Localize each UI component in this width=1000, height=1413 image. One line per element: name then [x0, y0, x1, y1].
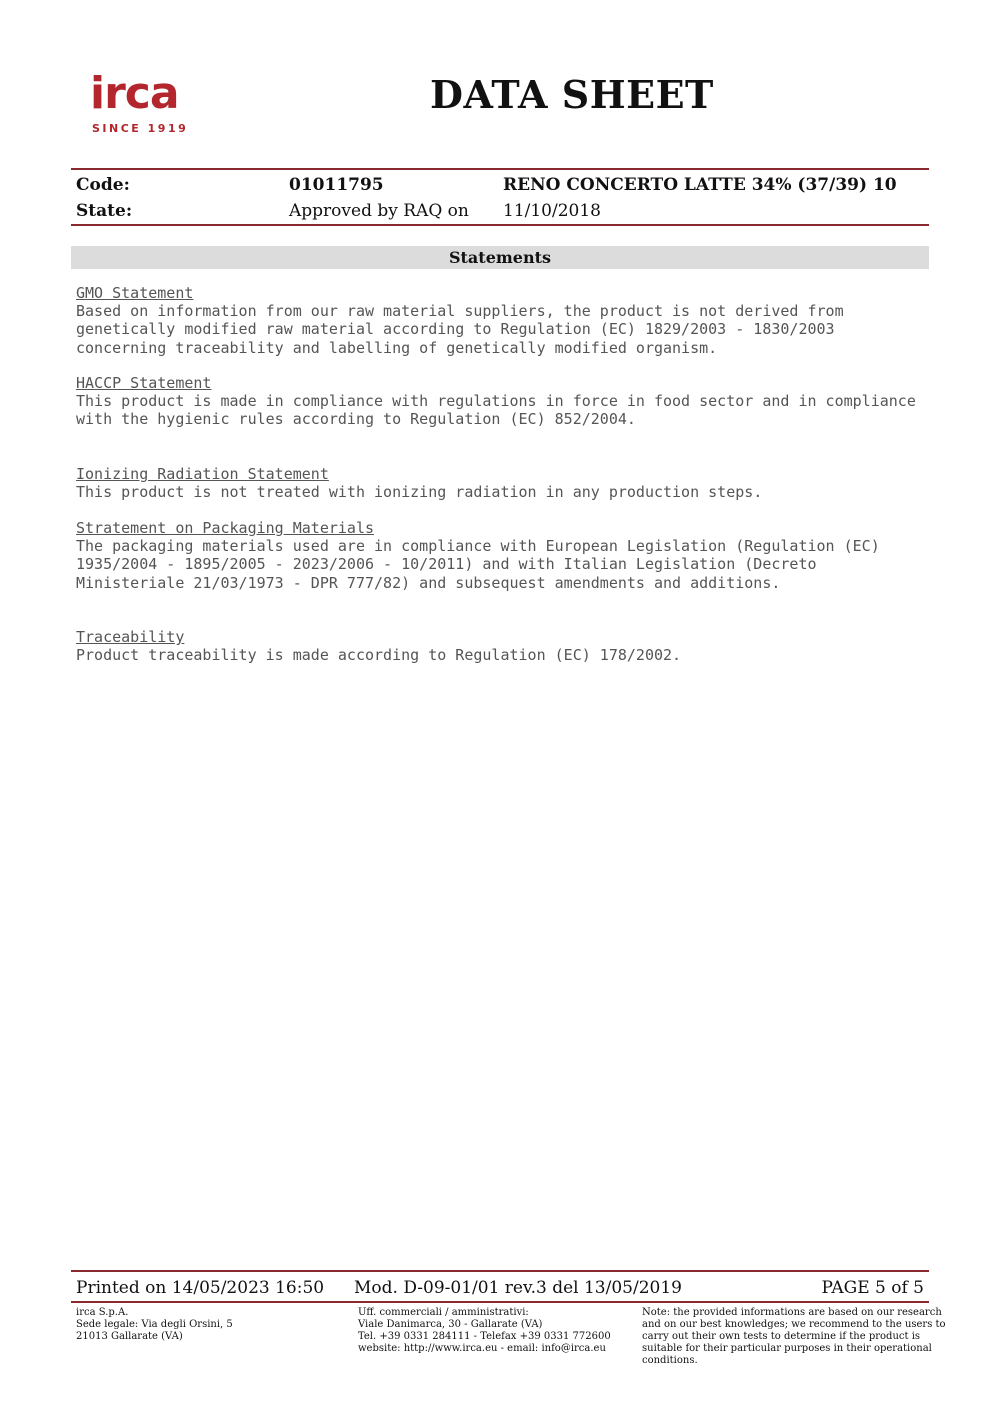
- statement-text: The packaging materials used are in compliance with European Legislation (Regulation (EC) 1935/2004 - 1895/2005 - 2023/2006 - 10/2011) and with Italian Legislation (Decreto Ministeriale 21/03/1973 - DPR 777/82) and subsequest amendments and additions.: [76, 537, 880, 592]
- statement-heading: HACCP Statement: [76, 374, 212, 392]
- state-value: Approved by RAQ on: [289, 201, 469, 221]
- statement-heading: GMO Statement: [76, 284, 194, 302]
- header-state-row: [76, 201, 926, 225]
- module-revision: Mod. D-09-01/01 rev.3 del 13/05/2019: [354, 1278, 682, 1298]
- code-label: Code:: [76, 175, 130, 195]
- company-address: irca S.p.A. Sede legale: Via degli Orsini, 5 21013 Gallarate (VA): [76, 1307, 233, 1342]
- page-number: PAGE 5 of 5: [821, 1278, 924, 1298]
- code-value: 01011795: [289, 175, 384, 195]
- ionizing-radiation-statement: [76, 465, 936, 501]
- footer-top-rule: [71, 1270, 929, 1272]
- statement-text: Based on information from our raw material suppliers, the product is not derived from genetically modified raw material according to Regulation (EC) 1829/2003 - 1830/2003 concerning traceability and labelling of genetically modified organism.: [76, 302, 844, 357]
- state-label: State:: [76, 201, 133, 221]
- statement-text: This product is not treated with ionizing radiation in any production steps.: [76, 483, 763, 502]
- section-title-bar: Statements: [71, 246, 929, 269]
- printed-date: Printed on 14/05/2023 16:50: [76, 1278, 325, 1298]
- haccp-statement: [76, 374, 936, 429]
- office-contacts: Uff. commerciali / amministrativi: Viale Danimarca, 30 - Gallarate (VA) Tel. +39 0331 284111 - Telefax +39 0331 772600 website: http://www.irca.eu - email: info@irca.eu: [358, 1307, 611, 1354]
- header-top-rule: [71, 168, 929, 170]
- logo-tagline: SINCE 1919: [92, 122, 189, 135]
- statement-heading: Stratement on Packaging Materials: [76, 519, 375, 537]
- logo-wordmark: irca: [90, 68, 179, 119]
- product-name: RENO CONCERTO LATTE 34% (37/39) 10: [503, 175, 897, 195]
- gmo-statement: [76, 284, 936, 357]
- document-title: DATA SHEET: [430, 72, 714, 117]
- traceability-statement: [76, 628, 936, 664]
- statement-heading: Traceability: [76, 628, 185, 646]
- header-code-row: [76, 175, 926, 199]
- packaging-materials-statement: [76, 519, 936, 592]
- state-date: 11/10/2018: [503, 201, 601, 221]
- statement-heading: Ionizing Radiation Statement: [76, 465, 329, 483]
- irca-logo: [90, 68, 189, 135]
- footer-bottom-rule: [71, 1301, 929, 1303]
- disclaimer-note: Note: the provided informations are based on our research and on our best knowledges; we recommend to the users to carry out their own tests to determine if the product is suitable for their particular purposes in their operational conditions.: [642, 1307, 946, 1366]
- statement-text: Product traceability is made according to Regulation (EC) 178/2002.: [76, 646, 682, 665]
- header-bottom-rule: [71, 224, 929, 226]
- statement-text: This product is made in compliance with regulations in force in food sector and in compliance with the hygienic rules according to Regulation (EC) 852/2004.: [76, 392, 916, 429]
